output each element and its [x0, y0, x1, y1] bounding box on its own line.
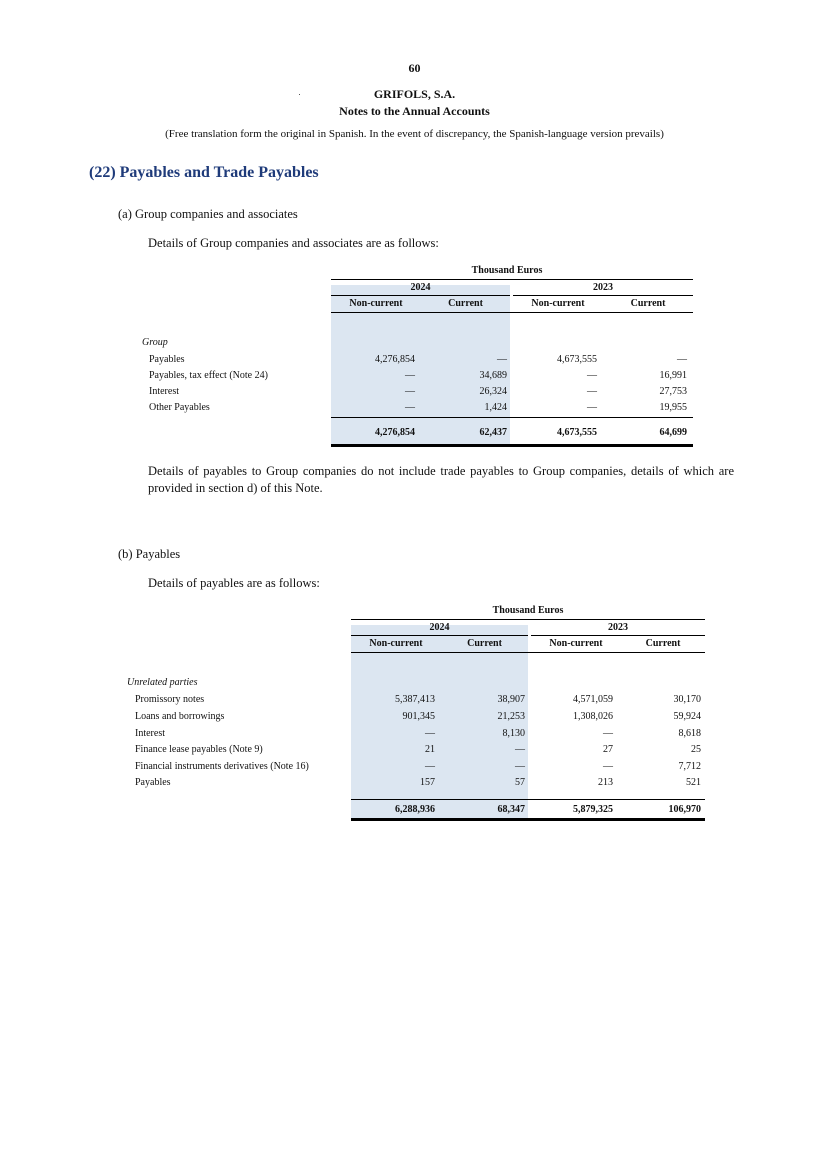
row-label: Interest	[135, 728, 165, 739]
cell: 57	[515, 777, 525, 788]
total-cell: 68,347	[497, 804, 525, 815]
cell: 157	[420, 777, 435, 788]
cell: —	[425, 761, 435, 772]
payables-table	[123, 604, 713, 826]
cell: 521	[686, 777, 701, 788]
cell: —	[515, 744, 525, 755]
cell: 21,253	[497, 711, 525, 722]
total-cell: 5,879,325	[573, 804, 613, 815]
page-number: 60	[408, 61, 421, 75]
translation-disclaimer: (Free translation form the original in Spanish. In the event of discrepancy, the Spanish-language version prevails)	[165, 128, 664, 140]
total-cell: 4,276,854	[375, 427, 415, 438]
cell: —	[515, 761, 525, 772]
rule-unit	[331, 279, 693, 280]
group-label: Unrelated parties	[127, 677, 198, 688]
part-b-heading: (b) Payables	[118, 547, 181, 561]
rule-total	[351, 818, 705, 821]
row-label: Payables, tax effect (Note 24)	[149, 370, 268, 381]
part-a-note: Details of payables to Group companies do not include trade payables to Group companies, details of which are provided in section d) of this Note.	[148, 464, 734, 495]
col-header: Current	[645, 638, 681, 649]
cell: 30,170	[673, 694, 701, 705]
rule-total	[331, 444, 693, 447]
cell: 8,130	[502, 728, 525, 739]
cell: —	[603, 728, 613, 739]
cell: —	[587, 370, 597, 381]
part-a-heading: (a) Group companies and associates	[118, 207, 298, 221]
cell: 7,712	[678, 761, 701, 772]
cell: 38,907	[497, 694, 525, 705]
cell: 4,673,555	[557, 354, 597, 365]
cell: 27,753	[659, 386, 687, 397]
col-header: Non-current	[369, 638, 423, 649]
group-payables-table	[138, 264, 694, 450]
cell: 4,571,059	[573, 694, 613, 705]
col-header: Current	[630, 298, 666, 309]
col-header: Current	[467, 638, 502, 649]
cell: 1,308,026	[573, 711, 613, 722]
cell: 26,324	[479, 386, 507, 397]
rule-year-2024	[351, 635, 528, 636]
document-subtitle: Notes to the Annual Accounts	[339, 104, 490, 118]
cell: —	[405, 386, 415, 397]
cell: 901,345	[402, 711, 435, 722]
total-cell: 62,437	[479, 427, 507, 438]
year-2023-header: 2023	[608, 622, 628, 633]
col-header: Non-current	[531, 298, 585, 309]
cell: —	[497, 354, 507, 365]
cell: —	[405, 402, 415, 413]
row-label: Finance lease payables (Note 9)	[135, 744, 263, 755]
cell: —	[587, 386, 597, 397]
rule-year-2023	[531, 635, 705, 636]
year-2024-header: 2024	[429, 622, 450, 633]
total-cell: 6,288,936	[395, 804, 435, 815]
row-label: Promissory notes	[135, 694, 205, 705]
part-b-intro: Details of payables are as follows:	[148, 576, 320, 590]
cell: 16,991	[659, 370, 687, 381]
col-header: Non-current	[349, 298, 403, 309]
unit-header: Thousand Euros	[471, 265, 543, 276]
cell: —	[603, 761, 613, 772]
rule-subtotal	[331, 417, 693, 418]
cell: —	[405, 370, 415, 381]
unit-header: Thousand Euros	[492, 605, 564, 616]
group-label: Group	[142, 337, 168, 348]
row-label: Loans and borrowings	[135, 711, 225, 722]
cell: 59,924	[673, 711, 701, 722]
row-label: Payables	[135, 777, 171, 788]
part-a-intro: Details of Group companies and associates are as follows:	[148, 236, 439, 250]
cell: 19,955	[659, 402, 687, 413]
cell: —	[587, 402, 597, 413]
section-title: (22) Payables and Trade Payables	[89, 164, 319, 181]
cell: 1,424	[484, 402, 507, 413]
rule-subtotal	[351, 799, 705, 800]
rule-year-2024	[331, 295, 510, 296]
cell: 25	[691, 744, 701, 755]
cell: 27	[603, 744, 613, 755]
rule-unit	[351, 619, 705, 620]
rule-columns	[331, 312, 693, 313]
stray-dot	[299, 94, 300, 95]
row-label: Interest	[149, 386, 179, 397]
shaded-2024-column	[351, 625, 528, 821]
cell: 34,689	[479, 370, 507, 381]
cell: 4,276,854	[375, 354, 415, 365]
row-label: Payables	[149, 354, 185, 365]
company-name: GRIFOLS, S.A.	[373, 87, 456, 101]
year-2023-header: 2023	[593, 282, 613, 293]
col-header: Current	[448, 298, 483, 309]
cell: —	[425, 728, 435, 739]
rule-year-2023	[513, 295, 693, 296]
cell: 8,618	[678, 728, 701, 739]
year-2024-header: 2024	[410, 282, 431, 293]
row-label: Financial instruments derivatives (Note 16)	[135, 761, 309, 772]
total-cell: 106,970	[668, 804, 701, 815]
row-label: Other Payables	[149, 402, 210, 413]
total-cell: 64,699	[659, 427, 687, 438]
shaded-2024-column	[331, 285, 510, 447]
cell: 21	[425, 744, 435, 755]
rule-columns	[351, 652, 705, 653]
cell: —	[677, 354, 687, 365]
cell: 5,387,413	[395, 694, 435, 705]
total-cell: 4,673,555	[557, 427, 597, 438]
cell: 213	[598, 777, 613, 788]
col-header: Non-current	[549, 638, 603, 649]
